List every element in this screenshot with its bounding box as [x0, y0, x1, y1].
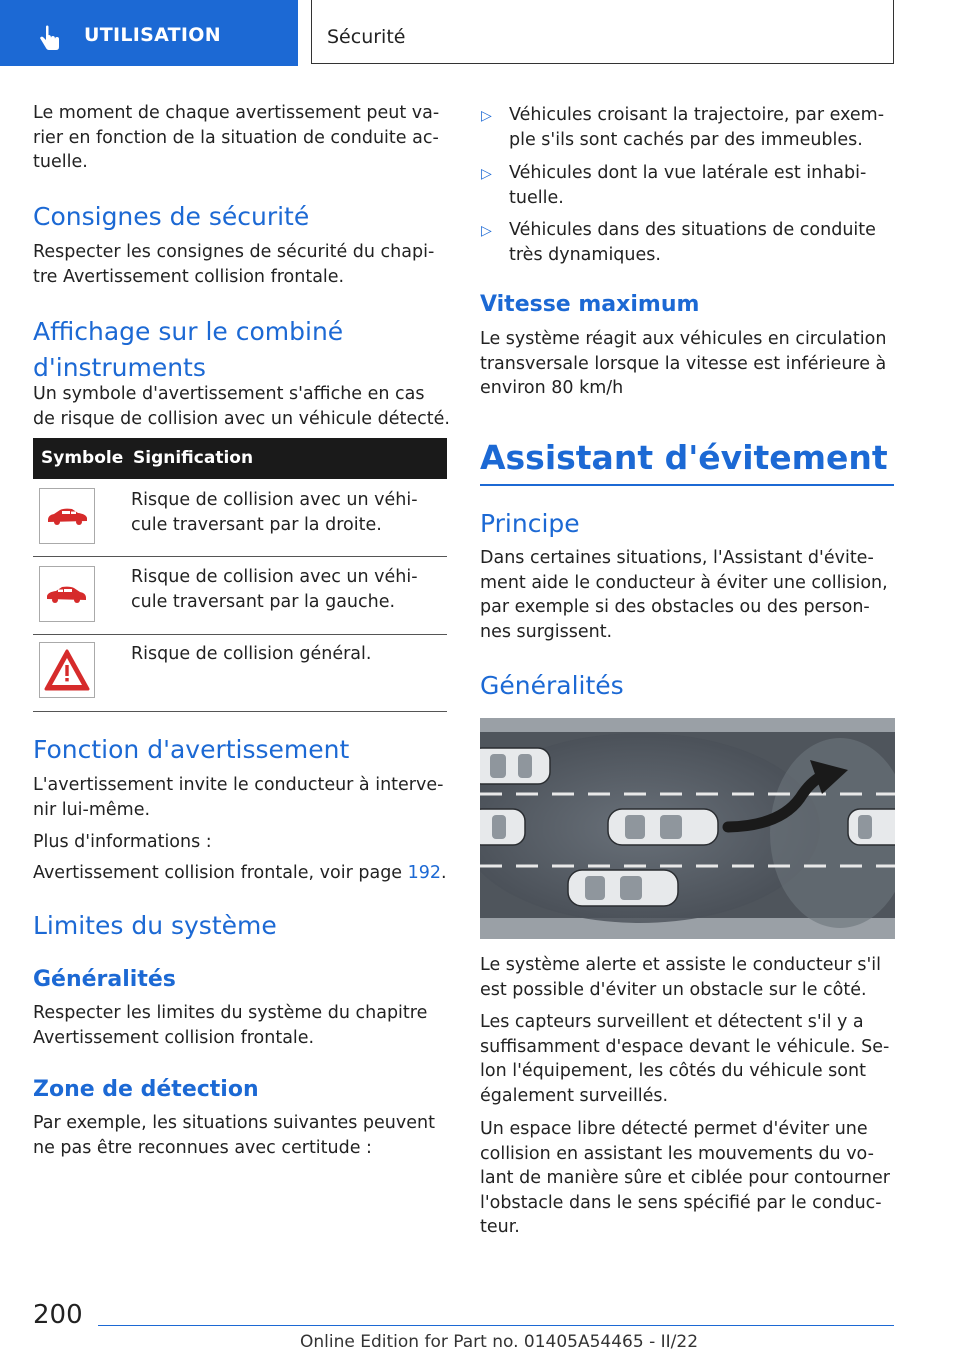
col-symbol: Symbole: [41, 448, 124, 468]
intro-paragraph: Le moment de chaque avertissement peut va- rier en fonction de la situation de conduite ac- tuelle.: [33, 103, 440, 172]
more-info-label: Plus d'informations :: [33, 832, 212, 852]
heading-function: Fonction d'avertissement: [33, 735, 350, 764]
table-divider: [33, 711, 447, 712]
heading-display: Affichage sur le combiné d'instruments: [33, 317, 344, 382]
edition-note: Online Edition for Part no. 01405A54465 - II/22: [300, 1332, 699, 1352]
table-row-2-text: Risque de collision avec un véhi- cule traversant par la gauche.: [131, 567, 418, 612]
list-item: Véhicules dont la vue latérale est inhabi- tuelle.: [509, 163, 867, 208]
general-paragraph-1: Le système alerte et assiste le conducteur s'il est possible d'éviter un obstacle sur le côté.: [480, 955, 881, 1000]
evasion-illustration: [480, 718, 895, 939]
warning-triangle-icon: [39, 642, 95, 698]
list-item: Véhicules dans des situations de conduite très dynamiques.: [509, 220, 876, 265]
heading-underline: [480, 484, 894, 486]
bullet-icon: ▷: [481, 108, 492, 124]
bullet-icon: ▷: [481, 223, 492, 239]
page-number: 200: [33, 1300, 83, 1330]
hand-pointer-icon: [34, 24, 64, 54]
subsection-tab: [311, 0, 894, 64]
page-link[interactable]: 192: [407, 863, 442, 883]
general-paragraph-3: Un espace libre détecté permet d'éviter une collision en assistant les mouvements du vo- lant de manière sûre et ciblée pour contourner l'obstacle dans le sens spécifié par le conduc- teur.: [480, 1119, 890, 1237]
table-header: [33, 438, 447, 479]
heading-zone: Zone de détection: [33, 1077, 259, 1102]
subsection-title: Sécurité: [327, 26, 406, 48]
col-meaning: Signification: [133, 448, 254, 468]
general-paragraph: Respecter les limites du système du chapitre Avertissement collision frontale.: [33, 1003, 428, 1048]
section-title: UTILISATION: [84, 24, 221, 46]
table-row-3-text: Risque de collision général.: [131, 644, 372, 664]
car-left-icon: [39, 566, 95, 622]
zone-paragraph: Par exemple, les situations suivantes peuvent ne pas être reconnues avec certitude :: [33, 1113, 435, 1158]
function-paragraph: L'avertissement invite le conducteur à interve- nir lui-même.: [33, 775, 444, 820]
heading-speed: Vitesse maximum: [480, 292, 700, 317]
bullet-icon: ▷: [481, 166, 492, 182]
table-row-1-text: Risque de collision avec un véhi- cule traversant par la droite.: [131, 490, 418, 535]
car-right-icon: [39, 488, 95, 544]
heading-general-left: Généralités: [33, 967, 176, 992]
safety-paragraph: Respecter les consignes de sécurité du chapi- tre Avertissement collision frontale.: [33, 242, 435, 287]
heading-safety: Consignes de sécurité: [33, 202, 310, 231]
heading-principle: Principe: [480, 509, 580, 538]
principle-paragraph: Dans certaines situations, l'Assistant d'évite- ment aide le conducteur à éviter une collision, par exemple si des obstacles ou des person- nes surgissent.: [480, 548, 888, 642]
heading-general-right: Généralités: [480, 671, 624, 700]
table-divider: [33, 556, 447, 557]
display-paragraph: Un symbole d'avertissement s'affiche en cas de risque de collision avec un véhicule détecté.: [33, 384, 450, 429]
page-reference: Avertissement collision frontale, voir page 192.: [33, 863, 447, 883]
speed-paragraph: Le système réagit aux véhicules en circulation transversale lorsque la vitesse est inférieure à environ 80 km/h: [480, 329, 887, 398]
general-paragraph-2: Les capteurs surveillent et détectent s'il y a suffisamment d'espace devant le véhicule. Se- lon l'équipement, les côtés du véhicule sont également surveillés.: [480, 1012, 890, 1106]
heading-assistant: Assistant d'évitement: [480, 438, 888, 477]
heading-limits: Limites du système: [33, 911, 277, 940]
section-tab[interactable]: [0, 0, 298, 66]
list-item: Véhicules croisant la trajectoire, par exem- ple s'ils sont cachés par des immeubles.: [509, 105, 885, 150]
footer-rule: [98, 1325, 894, 1326]
table-divider: [33, 634, 447, 635]
